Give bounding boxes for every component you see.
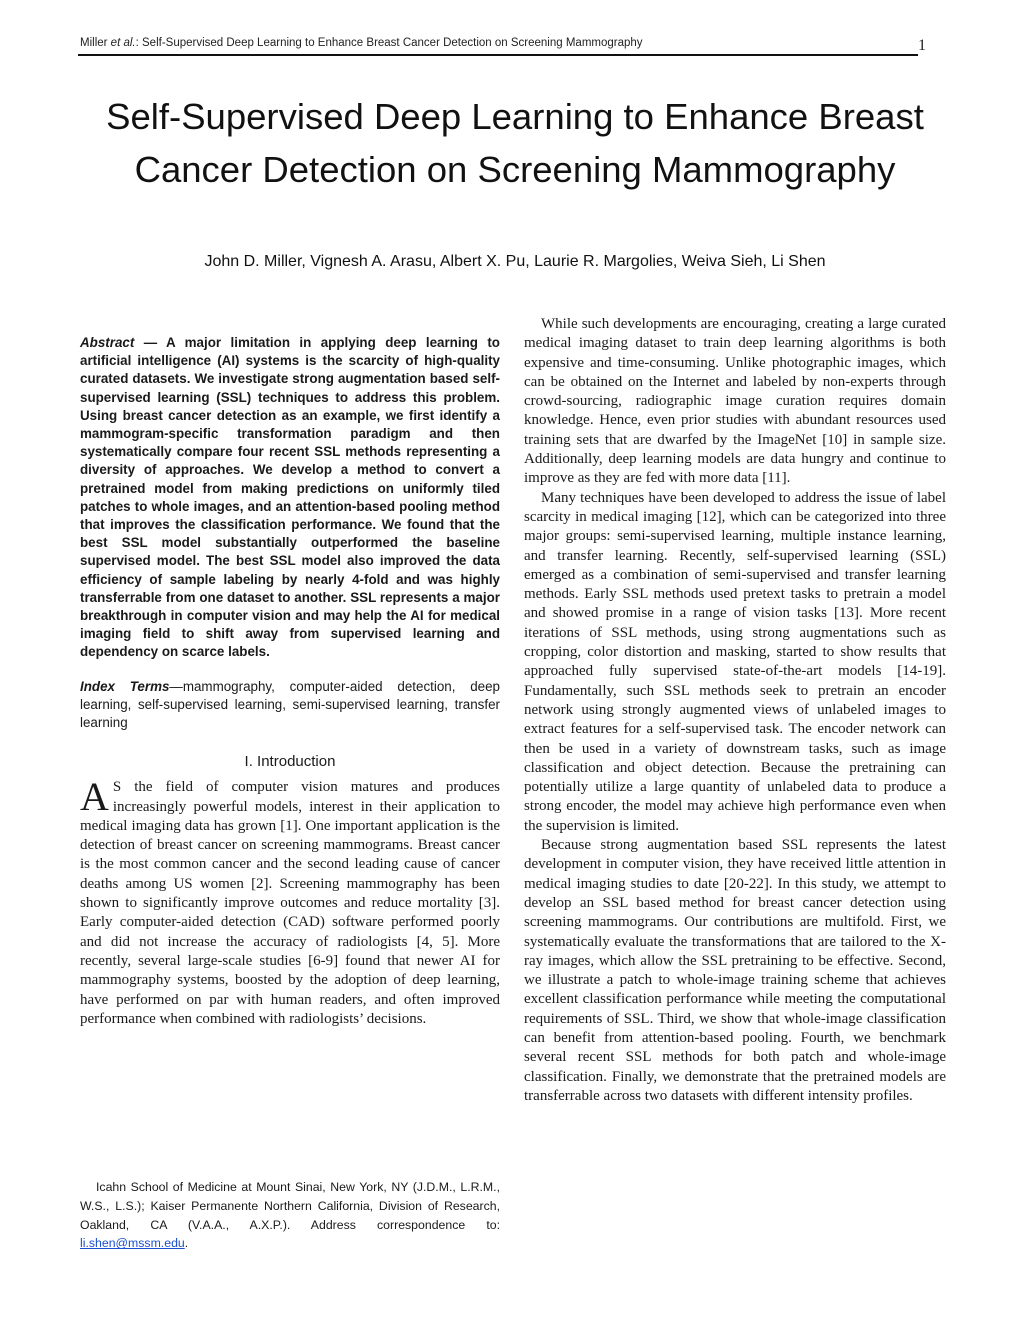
- running-head-etal: et al.: [110, 37, 136, 49]
- abstract: [80, 334, 500, 662]
- intro-paragraph-4: Because strong augmentation based SSL represents the latest development in computer vision, they have received little attention in medical imaging studies to date [20-22]. In this study, we attempt to develop an SSL based method for breast cancer detection using screening mammograms. Our contributions are multifold. First, we systematically evaluate the transformations that are tailored to the X-ray images, which allow the SSL pretraining to be effective. Second, we illustrate a patch to whole-image training scheme that achieves excellent classification performance while meeting the computational requirements of SSL. Third, we show that whole-image classification can benefit from attention-based pooling. Fourth, we benchmark several recent SSL methods for both patch and whole-image classification. Finally, we demonstrate that the pretrained models are transferrable across two datasets with different intensity profiles.: [524, 837, 946, 1104]
- header-rule: [78, 54, 918, 56]
- index-terms-text: —mammography, computer-aided detection, deep learning, self-supervised learning, semi-supervised learning, transfer learning: [80, 678, 500, 731]
- abstract-text: — A major limitation in applying deep learning to artificial intelligence (AI) systems is the scarcity of high-quality curated datasets. We investigate strong augmentation based self-supervised learning (SSL) techniques to address this problem. Using breast cancer detection as an example, we first identify a mammogram-specific transformation paradigm and then systematically compare four recent SSL methods representing a diversity of approaches. We develop a method to convert a pretrained model from making predictions on uniformly tiled patches to whole images, and an attention-based pooling method that improves the classification performance. We found that the best SSL model substantially outperformed the baseline supervised model. The best SSL model also improved the data efficiency of sample labeling by nearly 4-fold and was highly transferrable from one dataset to another. SSL represents a major breakthrough in computer vision and may help the AI for medical imaging field to shift away from supervised learning and dependency on scarce labels.: [80, 335, 500, 660]
- intro-paragraph-3: Many techniques have been developed to address the issue of label scarcity in medical imaging [12], which can be categorized into three major groups: semi-supervised learning, multiple instance learning, and transfer learning. Recently, self-supervised learning (SSL) emerged as a combination of semi-supervised and transfer learning methods. Early SSL methods used pretext tasks to pretrain a model and showed promise in a range of vision tasks [13]. More recent iterations of SSL methods, using strong augmentations such as cropping, color distortion and masking, started to show results that approached fully supervised state-of-the-art models [14-19]. Fundamentally, such SSL methods seek to pretrain an encoder network using strongly augmented views of unlabeled images to extract features for a self-supervised task. The encoder network can then be used in a variety of downstream tasks, such as image classification and object detection. Because the pretraining can potentially utilize a large quantity of unlabeled data to produce a strong encoder, the model may achieve high performance even when the supervision is limited.: [524, 489, 946, 834]
- running-head-prefix: Miller: [80, 37, 111, 49]
- right-column: [524, 315, 946, 1106]
- intro-paragraph-1-text: S the field of computer vision matures and produces increasingly powerful models, interest in their application to medical imaging data has grown [1]. One important application is the detection of breast cancer on screening mammograms. Breast cancer is the most common cancer and the second leading cause of cancer deaths among US women [2]. Screening mammography has been shown to significantly improve outcomes and reduce mortality [3]. Early computer-aided detection (CAD) software performed poorly and did not increase the accuracy of radiologists [4, 5]. More recently, several large-scale studies [6-9] found that newer AI for mammography systems, boosted by the adoption of deep learning, have performed on par with human readers, and often improved performance when combined with radiologists’ decisions.: [80, 779, 500, 1027]
- index-terms-label: Index Terms: [80, 678, 170, 694]
- page-number: 1: [918, 37, 926, 54]
- correspondence-email-link[interactable]: li.shen@mssm.edu: [80, 1236, 185, 1251]
- intro-paragraph-1: [80, 774, 500, 1029]
- footnote-end: .: [184, 1236, 189, 1251]
- index-terms: [80, 678, 500, 733]
- affiliation-text: Icahn School of Medicine at Mount Sinai, New York, NY (J.D.M., L.R.M., W.S., L.S.); Kaiser Permanente Northern California, Division of Research, Oakland, CA (V.A.A., A.X.P.). Address correspondence to:: [80, 1180, 500, 1232]
- left-column: [80, 334, 500, 1029]
- paper-title: Self-Supervised Deep Learning to Enhance Breast Cancer Detection on Screening Mammography: [106, 96, 924, 190]
- drop-cap: A: [80, 774, 109, 820]
- abstract-label: Abstract: [80, 335, 135, 350]
- affiliation-footnote: [80, 1178, 500, 1253]
- running-head: [80, 37, 926, 53]
- running-head-title: : Self-Supervised Deep Learning to Enhance Breast Cancer Detection on Screening Mammography: [135, 37, 643, 49]
- author-list: John D. Miller, Vignesh A. Arasu, Albert X. Pu, Laurie R. Margolies, Weiva Sieh, Li Shen: [204, 253, 826, 270]
- section-heading-introduction: I. Introduction: [244, 753, 336, 771]
- intro-paragraph-2: While such developments are encouraging, creating a large curated medical imaging dataset to train deep learning algorithms is both expensive and time-consuming. Unlike photographic images, which can be obtained on the Internet and labeled by non-experts through crowd-sourcing, radiographic image curation requires domain knowledge. Hence, even prior studies with abundant resources used training sets that are dwarfed by the ImageNet [10] in sample size. Additionally, deep learning models are data hungry and continue to improve as they are fed with more data [11].: [524, 316, 946, 487]
